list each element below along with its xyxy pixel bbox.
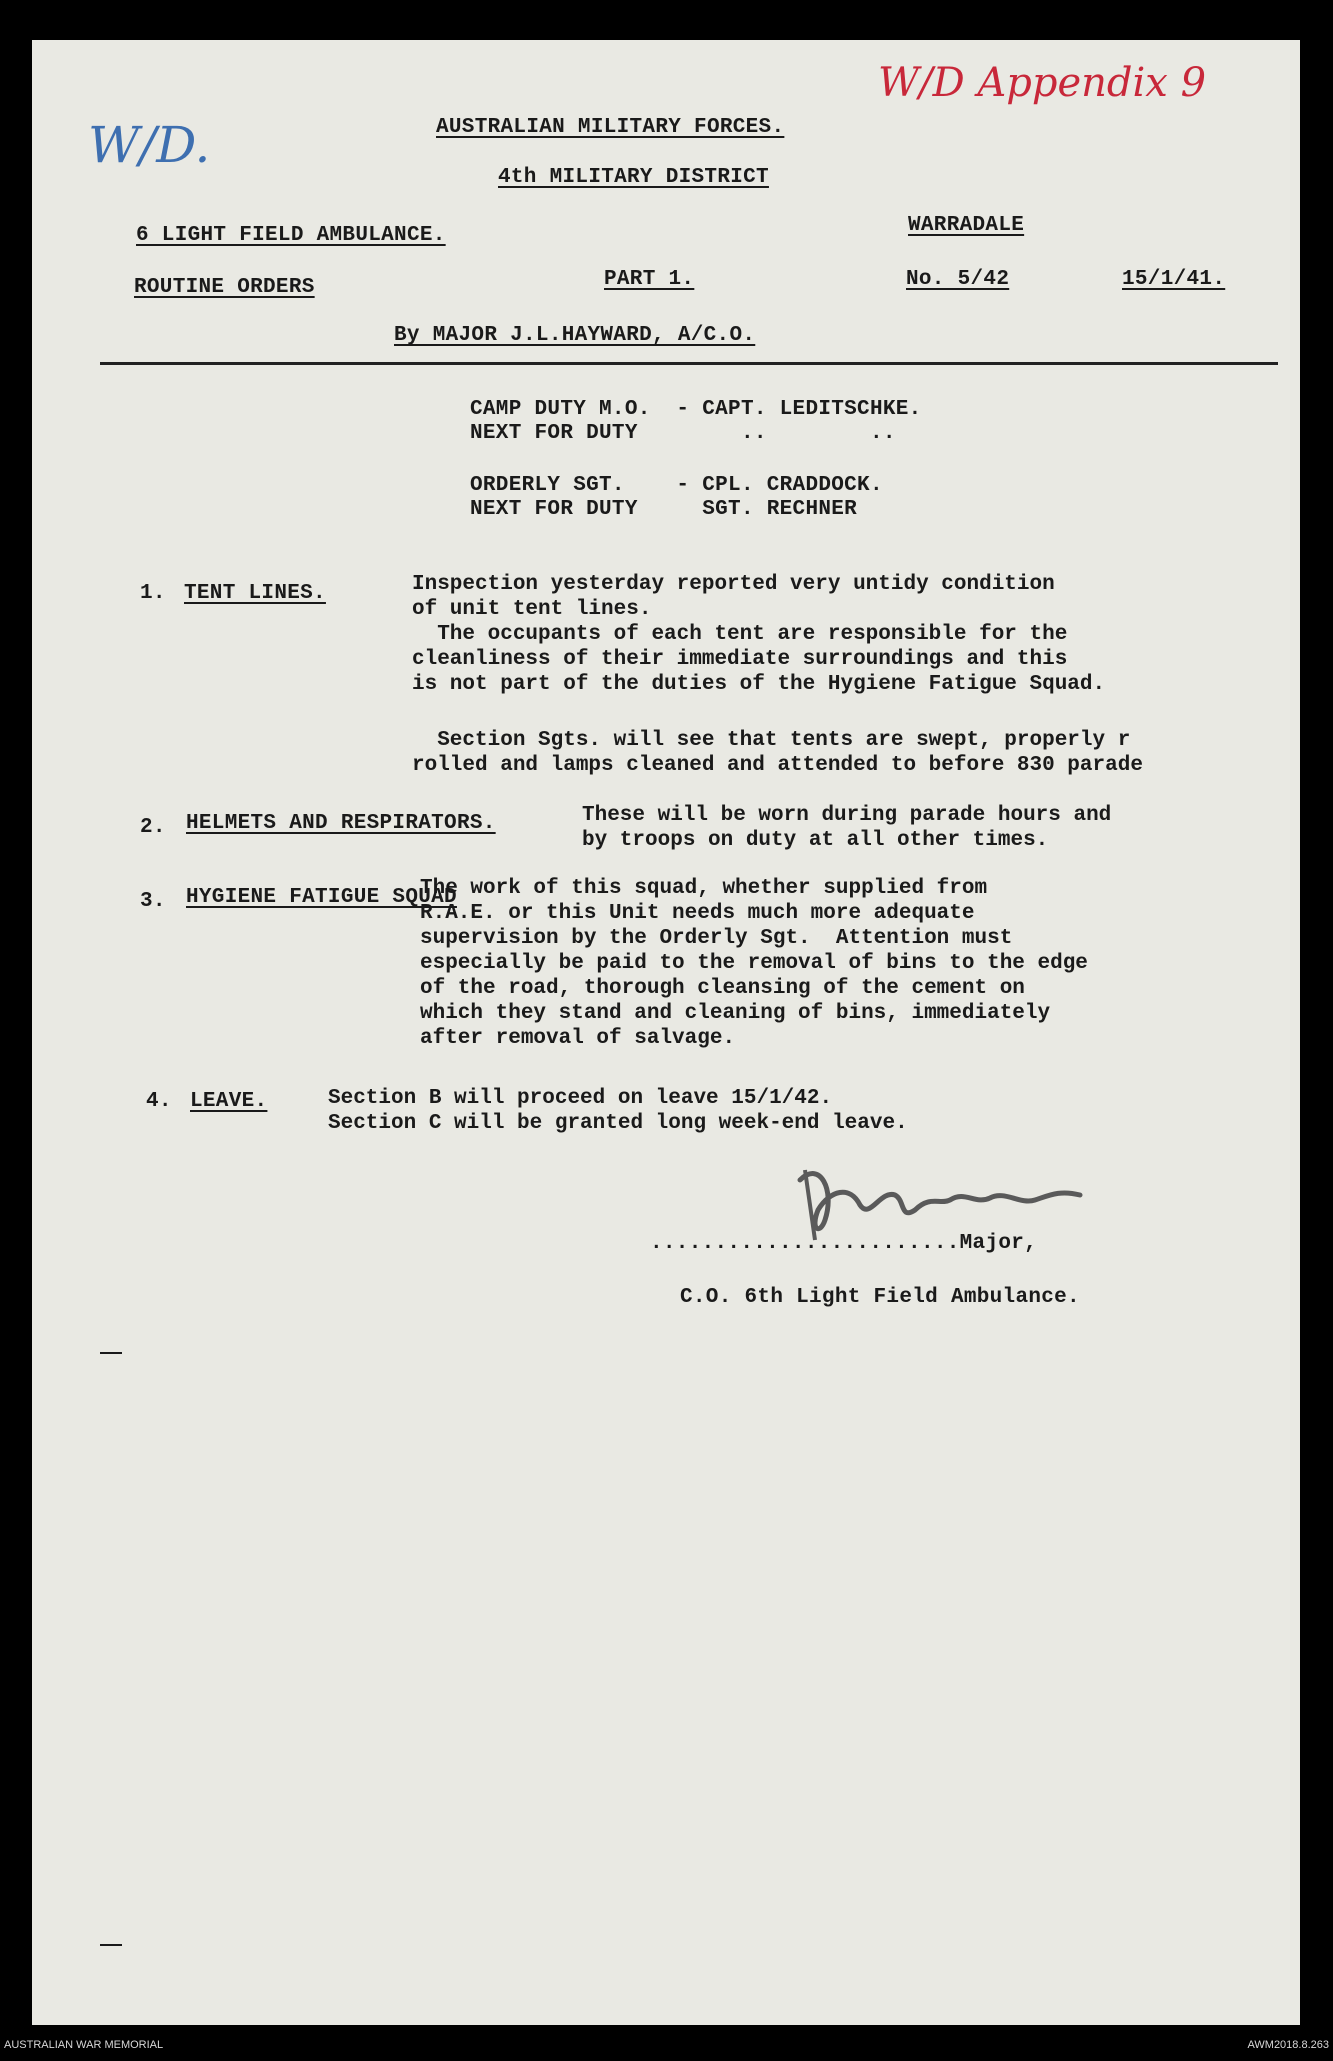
- margin-mark-top: [100, 1352, 122, 1354]
- item-4-text: Section B will proceed on leave 15/1/42. Section C will be granted long week-end leave.: [328, 1087, 908, 1135]
- header-line1: AUSTRALIAN MILITARY FORCES.: [436, 116, 785, 139]
- item-4-number: 4.: [146, 1090, 172, 1113]
- part-number: PART 1.: [604, 268, 695, 291]
- duty-row-1: CAMP DUTY M.O. - CAPT. LEDITSCHKE.: [470, 398, 922, 421]
- wd-annotation: W/D.: [88, 116, 211, 174]
- item-1-number: 1.: [140, 582, 166, 605]
- unit-name: 6 LIGHT FIELD AMBULANCE.: [136, 224, 446, 247]
- item-4-heading: LEAVE.: [190, 1090, 268, 1113]
- item-1-text-2: Section Sgts. will see that tents are swept, properly r rolled and lamps cleaned and attended to before 830 parade: [412, 729, 1143, 777]
- order-date: 15/1/41.: [1122, 268, 1226, 291]
- item-3-heading: HYGIENE FATIGUE SQUAD: [186, 886, 457, 909]
- item-1-text: Inspection yesterday reported very untidy condition of unit tent lines. The occupants of each tent are responsible for the cleanliness of their immediate surroundings and this is not part of the duties of the Hygiene Fatigue Squad.: [412, 573, 1106, 696]
- location: WARRADALE: [908, 214, 1025, 237]
- header-line2: 4th MILITARY DISTRICT: [498, 166, 769, 189]
- duty-row-3: ORDERLY SGT. - CPL. CRADDOCK.: [470, 474, 883, 497]
- margin-mark-bottom: [100, 1944, 122, 1946]
- issued-by: By MAJOR J.L.HAYWARD, A/C.O.: [394, 324, 756, 347]
- appendix-annotation: W/D Appendix 9: [878, 60, 1207, 106]
- item-2-heading: HELMETS AND RESPIRATORS.: [186, 812, 496, 835]
- header-rule: [100, 362, 1278, 365]
- item-2-number: 2.: [140, 816, 166, 839]
- item-3-text: The work of this squad, whether supplied from R.A.E. or this Unit needs much more adequate supervision by the Orderly Sgt. Attention must especially be paid to the removal of bins to the edge of the road, thorough cleansing of the cement on which they stand and cleaning of bins, immediately after removal of salvage.: [420, 877, 1088, 1050]
- item-1-heading: TENT LINES.: [184, 582, 326, 605]
- signature-line: ........................Major,: [650, 1232, 1038, 1255]
- footer-id: AWM2018.8.263: [1247, 2039, 1329, 2051]
- duty-row-4: NEXT FOR DUTY SGT. RECHNER: [470, 498, 858, 521]
- item-3-number: 3.: [140, 890, 166, 913]
- order-number: No. 5/42: [906, 268, 1010, 291]
- item-2-text: These will be worn during parade hours and by troops on duty at all other times.: [582, 804, 1112, 852]
- routine-orders: ROUTINE ORDERS: [134, 276, 315, 299]
- signature-title: C.O. 6th Light Field Ambulance.: [680, 1286, 1080, 1309]
- footer-source: AUSTRALIAN WAR MEMORIAL: [4, 2039, 164, 2051]
- duty-row-2: NEXT FOR DUTY .. ..: [470, 422, 896, 445]
